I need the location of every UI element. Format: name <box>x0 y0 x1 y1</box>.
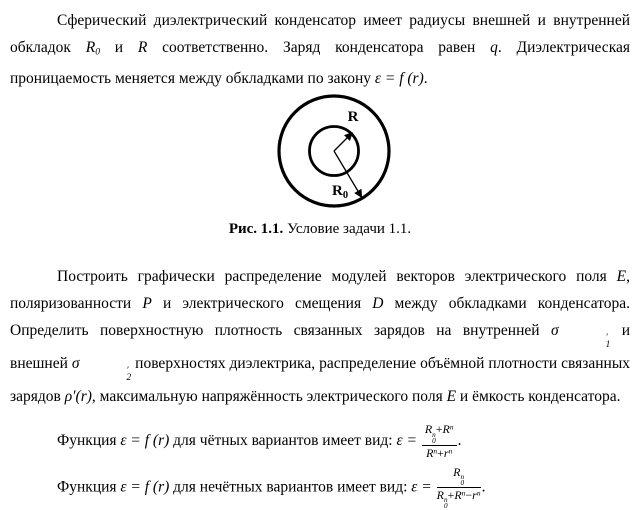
inner-radius-label: R <box>347 109 359 126</box>
plus-operator: + <box>437 445 444 460</box>
math-var-rho: ρ′(r) <box>64 388 92 406</box>
outer-radius-label <box>332 183 348 201</box>
capacitor-diagram <box>275 92 395 210</box>
text-run: . <box>481 478 486 496</box>
text-run: . Диэлектрическая проницаемость меняется между обкладками по закону <box>10 39 630 88</box>
sigma2-supsub <box>80 365 132 384</box>
text-run: для чётных вариантов имеет вид: <box>169 432 397 450</box>
fraction-even-denominator <box>422 446 457 461</box>
sigma2-index: 2 <box>126 373 132 384</box>
exp-n: n <box>449 422 454 432</box>
sigma2-prime: ′ <box>126 365 129 376</box>
math-eps-equals: ε = <box>396 432 417 450</box>
math-var-R: R <box>454 488 462 502</box>
exp-n: n <box>476 488 481 498</box>
fraction-even <box>422 423 457 460</box>
minus-operator: − <box>465 488 473 502</box>
figure <box>25 92 640 212</box>
math-var-R0: R <box>85 39 96 56</box>
fraction-odd <box>437 466 481 510</box>
math-var-sigma2: σ <box>71 355 80 373</box>
exp-n: n <box>443 496 448 505</box>
paragraph-task <box>10 263 630 410</box>
math-var-R: R <box>442 422 450 437</box>
math-var-R: R <box>424 422 433 437</box>
text-run: и электрического смещения <box>151 295 373 313</box>
text-run: Функция <box>57 478 121 496</box>
math-var-q: q <box>490 39 498 56</box>
exp-n: n <box>448 446 453 456</box>
text-run: и <box>100 39 138 56</box>
text-run: для нечётных вариантов имеет вид: <box>169 478 412 496</box>
math-eps-f-r: ε = f (r) <box>120 478 170 496</box>
text-run: , поляризованности <box>10 268 630 313</box>
math-var-R: R <box>436 488 444 502</box>
figure-caption <box>10 220 630 238</box>
outer-radius-label-R: R <box>332 183 343 200</box>
text-run: . <box>423 70 428 88</box>
text-run: и внешней <box>10 322 630 373</box>
formula-line-odd <box>10 466 630 510</box>
math-var-P: P <box>142 295 152 313</box>
paragraph-problem-statement <box>10 0 630 92</box>
text-run: Функция <box>57 432 121 450</box>
text-run: Сферический диэлектрический конденсатор имеет радиусы внешней и внутренней обкладок <box>10 12 630 56</box>
text-run: . <box>457 432 462 450</box>
math-eps-f-r: ε = f (r) <box>374 70 424 88</box>
sub-0: 0 <box>443 502 448 510</box>
math-var-R: R <box>453 464 461 479</box>
exp-n: n <box>432 430 436 439</box>
sub-0: 0 <box>460 478 465 487</box>
sub-0: 0 <box>432 436 436 445</box>
text-run: между обкладками конденсатора. Определить поверхностную плотность связанных зарядов на внутренней <box>10 295 631 340</box>
fraction-odd-numerator <box>437 466 481 488</box>
math-eps-equals: ε = <box>411 478 432 496</box>
sigma1-supsub <box>559 332 611 351</box>
text-run: Построить графически распределение модулей векторов электрического поля <box>57 268 617 286</box>
exp-n: n <box>460 472 465 481</box>
fraction-even-numerator <box>422 423 457 445</box>
math-var-D: D <box>372 295 384 313</box>
sigma1-index: 1 <box>605 340 611 351</box>
math-var-r: r <box>472 488 477 502</box>
math-sub: 0 <box>95 46 101 58</box>
text-run: и ёмкость конденсатора. <box>456 388 621 406</box>
math-var-E: E <box>616 268 627 286</box>
math-var-E: E <box>446 388 457 406</box>
plus-operator: + <box>447 488 455 502</box>
math-eps-f-r: ε = f (r) <box>120 432 170 450</box>
text-run: соответственно. Заряд конденсатора равен <box>147 39 491 56</box>
sigma1-prime: ′ <box>605 332 608 343</box>
text-run: , максимальную напряжённость электрического поля <box>91 388 447 406</box>
plus-operator: + <box>435 422 443 437</box>
exp-n: n <box>461 488 466 498</box>
inner-radius-arrow <box>334 133 352 151</box>
formula-line-even <box>10 423 630 460</box>
outer-radius-label-sub: 0 <box>342 190 349 202</box>
fraction-odd-denominator <box>437 488 481 509</box>
math-var-R: R <box>137 39 148 56</box>
caption-number: Рис. 1.1. <box>228 221 284 238</box>
text-run: поверхностях диэлектрика, распределение объёмной плотности связанных зарядов <box>10 355 630 406</box>
math-var-R: R <box>426 445 434 460</box>
math-var-sigma1: σ <box>550 322 559 340</box>
exp-n: n <box>433 446 438 456</box>
math-var-r: r <box>443 445 449 460</box>
caption-text: Условие задачи 1.1. <box>283 221 412 238</box>
